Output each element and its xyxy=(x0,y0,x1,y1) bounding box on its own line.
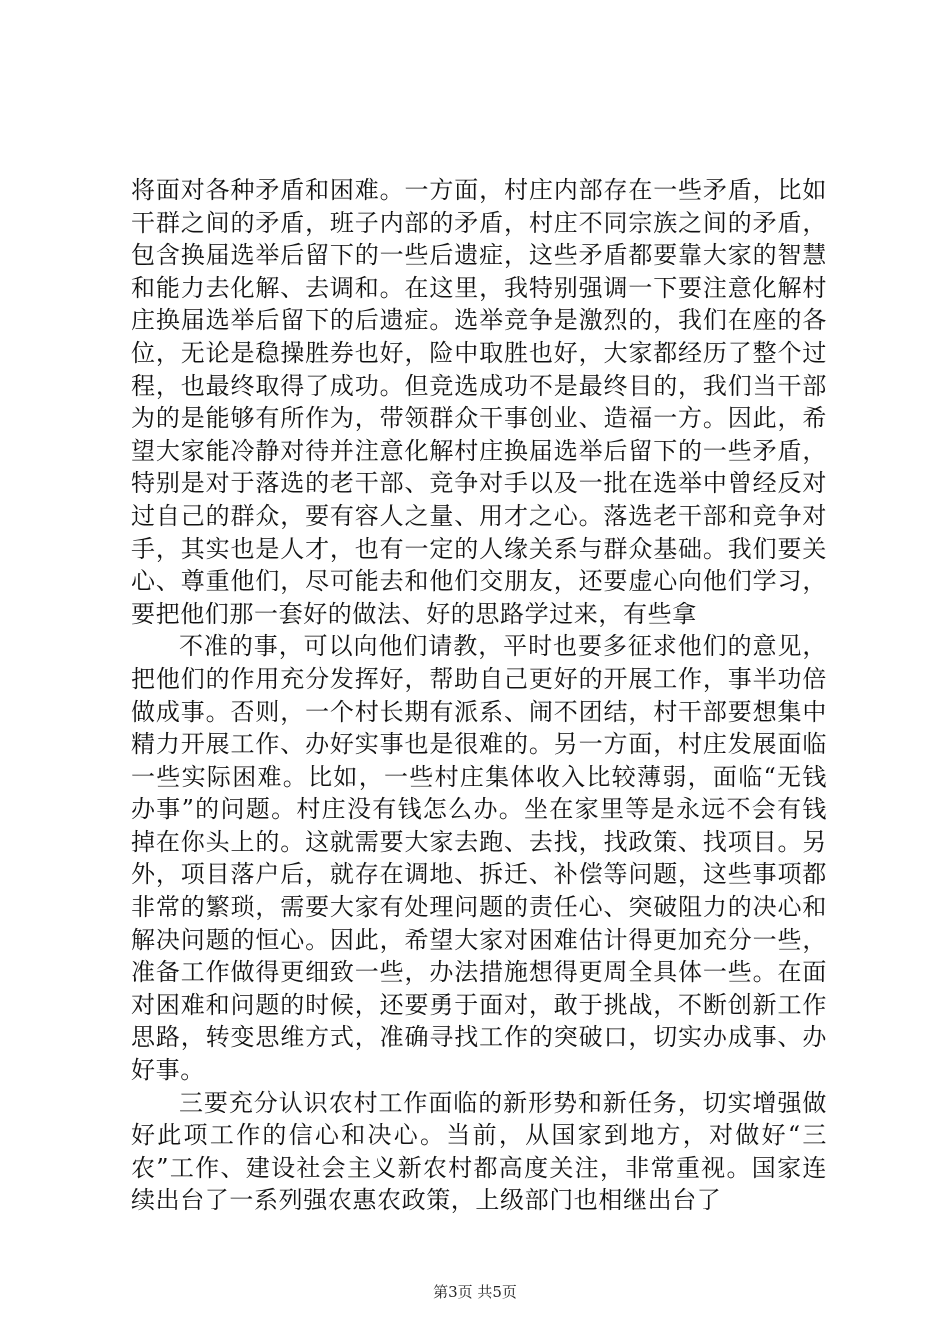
paragraph-1: 将面对各种矛盾和困难。一方面，村庄内部存在一些矛盾，比如干群之间的矛盾，班子内部的矛盾，村庄不同宗族之间的矛盾，包含换届选举后留下的一些后遗症，这些矛盾都要靠大家的智慧和能力去化解、去调和。在这里，我特别强调一下要注意化解村庄换届选举后留下的后遗症。选举竞争是激烈的，我们在座的各位，无论是稳操胜券也好，险中取胜也好，大家都经历了整个过程，也最终取得了成功。但竞选成功不是最终目的，我们当干部为的是能够有所作为，带领群众干事创业、造福一方。因此，希望大家能冷静对待并注意化解村庄换届选举后留下的一些矛盾，特别是对于落选的老干部、竞争对手以及一批在选举中曾经反对过自己的群众，要有容人之量、用才之心。落选老干部和竞争对手，其实也是人才，也有一定的人缘关系与群众基础。我们要关心、尊重他们，尽可能去和他们交朋友，还要虚心向他们学习，要把他们那一套好的做法、好的思路学过来，有些拿 xyxy=(131,176,827,628)
page-number-footer: 第3页 共5页 xyxy=(433,1283,517,1301)
paragraph-3: 三要充分认识农村工作面临的新形势和新任务，切实增强做好此项工作的信心和决心。当前，从国家到地方，对做好“三农”工作、建设社会主义新农村都高度关注，非常重视。国家连续出台了一系列强农惠农政策，上级部门也相继出台了 xyxy=(131,1088,827,1215)
paragraph-2: 不准的事，可以向他们请教，平时也要多征求他们的意见，把他们的作用充分发挥好，帮助自己更好的开展工作，事半功倍做成事。否则，一个村长期有派系、闹不团结，村干部要想集中精力开展工作、办好实事也是很难的。另一方面，村庄发展面临一些实际困难。比如，一些村庄集体收入比较薄弱，面临“无钱办事”的问题。村庄没有钱怎么办。坐在家里等是永远不会有钱掉在你头上的。这就需要大家去跑、去找，找政策、找项目。另外，项目落户后，就存在调地、拆迁、补偿等问题，这些事项都非常的繁琐，需要大家有处理问题的责任心、突破阻力的决心和解决问题的恒心。因此，希望大家对困难估计得更加充分一些，准备工作做得更细致一些，办法措施想得更周全具体一些。在面对困难和问题的时候，还要勇于面对，敢于挑战，不断创新工作思路，转变思维方式，准确寻找工作的突破口，切实办成事、办好事。 xyxy=(131,632,827,1085)
document-body xyxy=(131,174,827,1217)
